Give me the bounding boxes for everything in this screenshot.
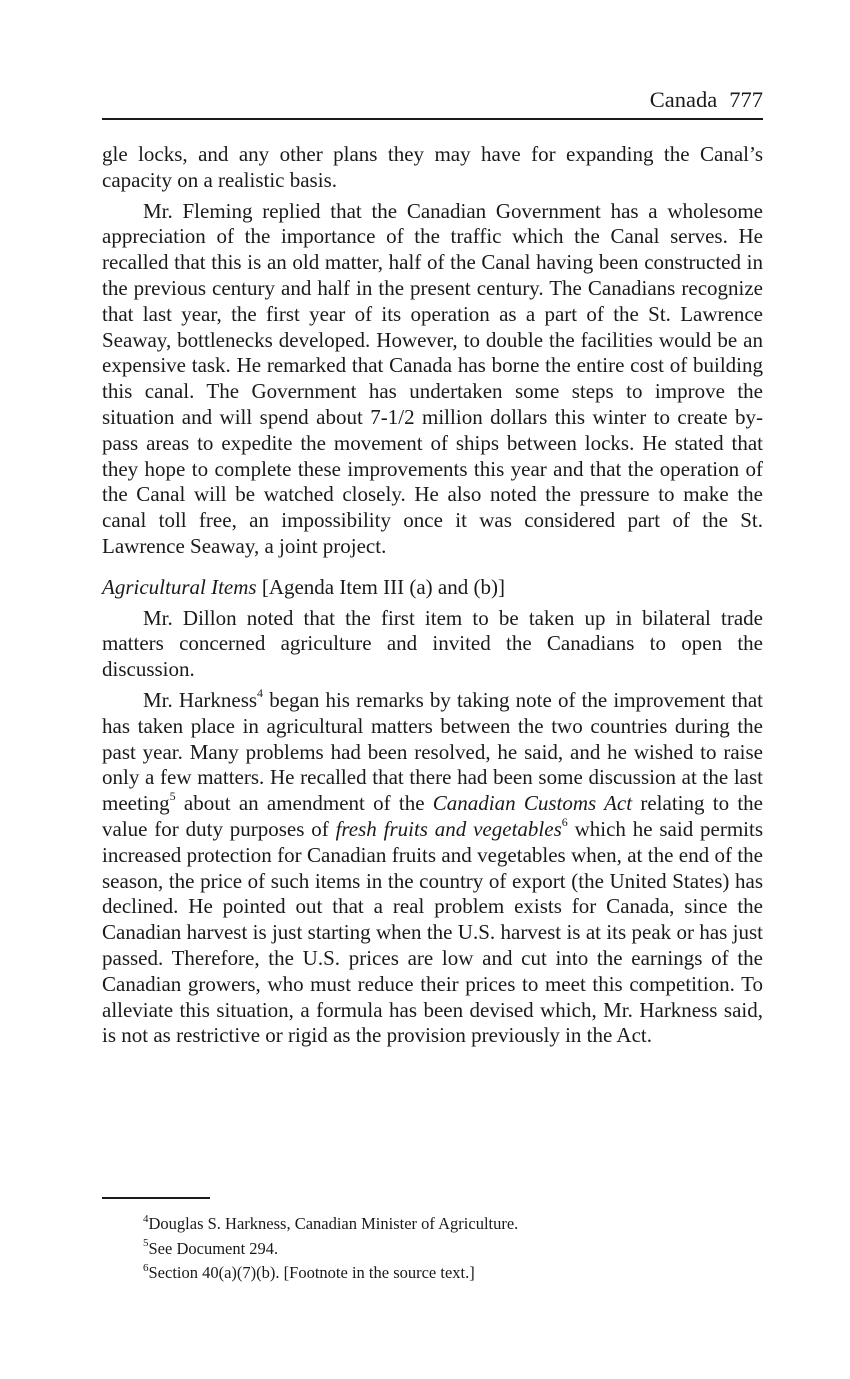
paragraph-dillon: Mr. Dillon noted that the first item to be taken up in bilateral trade matters concerned agriculture and invited the Canadians to open the discussion.	[102, 605, 763, 682]
page-number: 777	[729, 87, 763, 112]
footnote-ref-6[interactable]: 6	[561, 814, 568, 829]
section-title: Agricultural Items	[102, 574, 257, 599]
harkness-text-2: about an amendment of the	[175, 791, 433, 816]
fresh-fruits-term: fresh fruits and vegetables	[335, 816, 562, 841]
footnote-number: 4	[143, 1212, 149, 1225]
paragraph-fleming: Mr. Fleming replied that the Canadian Government has a wholesome appreciation of the importance of the traffic which the Canal serves. He recalled that this is an old matter, half of the Canal having been constructed in the previous century and half in the present century. The Canadians recognize that last year, the first year of its operation as a part of the St. Lawrence Seaway, bottlenecks developed. However, to double the facilities would be an expensive task. He remarked that Canada has borne the entire cost of building this canal. The Government has undertaken some steps to improve the situation and will spend about 7-1/2 million dollars this winter to create by-pass areas to expedite the movement of ships between locks. He stated that they hope to complete these improvements this year and that the operation of the Canal will be watched closely. He also noted the pressure to make the canal toll free, an impossibility once it was considered part of the St. Lawrence Seaway, a joint project.	[102, 198, 763, 558]
footnote-item	[143, 1212, 763, 1237]
footnote-rule	[102, 1197, 210, 1199]
harkness-lead: Mr. Harkness	[143, 687, 258, 712]
footnote-text: See Document 294.	[148, 1238, 279, 1258]
paragraph-continuation: gle locks, and any other plans they may have for expanding the Canal’s capacity on a realistic basis.	[102, 142, 763, 192]
footnote-number: 6	[143, 1261, 149, 1274]
harkness-text-1: began his remarks by taking note of the improvement that has taken place in agricultural matters between the two countries during the past year. Many problems had been resolved, he said, and he wished to raise only a few matters. He recalled that there had been some discussion at the last meeting	[102, 687, 763, 816]
section-heading	[102, 575, 763, 601]
footnote-ref-5[interactable]: 5	[169, 789, 176, 804]
footnotes	[143, 1212, 763, 1286]
paragraph-harkness	[102, 685, 764, 1049]
act-title: Canadian Customs Act	[432, 791, 633, 816]
harkness-text-4: which he said permits increased protection for Canadian fruits and vegetables when, at the end of the season, the price of such items in the country of export (the United States) has declined. He pointed out that a real problem exists for Canada, since the Canadian harvest is just starting when the U.S. harvest is at its peak or has just passed. Therefore, the U.S. prices are low and cut into the earnings of the Canadian growers, who must reduce their prices to meet this competition. To alleviate this situation, a formula has been devised which, Mr. Harkness said, is not as restrictive or rigid as the provision previously in the Act.	[102, 816, 764, 1048]
running-head-section: Canada	[649, 87, 718, 112]
footnote-text: Douglas S. Harkness, Canadian Minister of Agriculture.	[148, 1214, 519, 1233]
footnote-item	[143, 1237, 763, 1262]
header-rule	[102, 118, 763, 120]
footnote-text: Section 40(a)(7)(b). [Footnote in the source text.]	[148, 1263, 475, 1282]
harkness-text-3: relating to the value for duty purposes of	[102, 791, 763, 841]
footnote-ref-4[interactable]: 4	[257, 685, 264, 700]
section-agenda-ref: [Agenda Item III (a) and (b)]	[256, 574, 505, 599]
footnote-number: 5	[143, 1237, 149, 1249]
body-text	[102, 142, 763, 1049]
running-head	[650, 86, 763, 114]
footnote-item	[143, 1261, 763, 1286]
